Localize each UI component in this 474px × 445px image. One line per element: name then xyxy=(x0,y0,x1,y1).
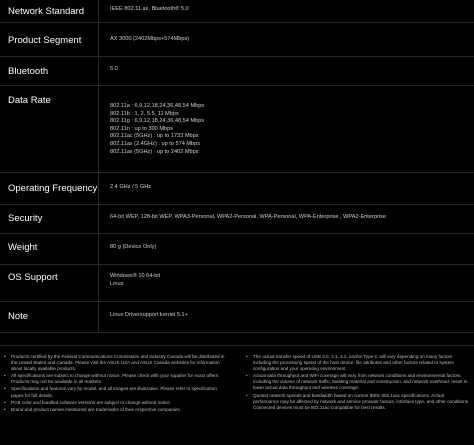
spec-value-line: 5.0 xyxy=(110,66,118,72)
spec-label: Network Standard xyxy=(8,6,85,17)
spec-value xyxy=(110,244,156,252)
spec-row-os-support xyxy=(0,265,474,302)
spec-value-line: 802.11n : up to 300 Mbps xyxy=(110,125,174,132)
disclaimer-note: • Actual data throughput and WiFi coverage will vary from network conditions and environmental factors, including the volume of network traffic, building material and construction, and network overhead, result in lower actual data throughput and wireless coverage. xyxy=(246,373,470,391)
spec-value-line: 802.11a : 6,9,12,18,24,36,48,54 Mbps xyxy=(110,103,205,109)
spec-row-note xyxy=(0,302,474,333)
spec-row-network-standard xyxy=(0,0,474,23)
spec-value xyxy=(110,273,160,288)
spec-value-line: AX 3000 (2402Mbps+574Mbps) xyxy=(110,36,190,42)
spec-value xyxy=(110,103,204,156)
spec-value xyxy=(110,214,386,222)
spec-label: Bluetooth xyxy=(8,66,49,77)
spec-row-bluetooth xyxy=(0,57,474,86)
spec-value-line: 802.11b : 1, 2, 5.5, 11 Mbps xyxy=(110,110,179,117)
spec-value xyxy=(110,66,118,74)
spec-value-line: 80 g (Device Only) xyxy=(110,244,157,250)
spec-value-line: IEEE 802.11 ax, Bluetooth® 5.0 xyxy=(110,6,189,12)
disclaimer-note: • All specifications are subject to change without notice. Please check with your supplier for exact offers. Products may not be available in all markets. xyxy=(4,373,228,385)
spec-label: Operating Frequency xyxy=(8,183,98,194)
spec-value-line: 802.11g : 6,9,12,18,24,36,48,54 Mbps xyxy=(110,118,205,125)
spec-value xyxy=(110,6,189,14)
disclaimer-note: • PCB color and bundled software versions are subject to change without notice. xyxy=(4,400,228,406)
spec-value-line: 802.11ax (5GHz) : up to 2402 Mbps xyxy=(110,148,199,155)
spec-label: Weight xyxy=(8,242,38,253)
spec-label: Note xyxy=(8,311,29,322)
disclaimer-note: • Quoted network speeds and bandwidth based on current IEEE 802.11ac specifications. Actual performance may be affected by network and service provider factors, interface type, and other conditions. Connected devices must be 802.11ac-compatible for best results. xyxy=(246,393,470,411)
spec-row-data-rate xyxy=(0,86,474,173)
spec-value-line: 802.11ac (5GHz) : up to 1733 Mbps xyxy=(110,133,199,140)
spec-value xyxy=(110,184,151,192)
spec-row-security xyxy=(0,205,474,234)
disclaimer-notes xyxy=(0,345,474,445)
disclaimer-note: • Brand and product names mentioned are trademarks of their respective companies. xyxy=(4,407,228,413)
spec-label: OS Support xyxy=(8,272,58,283)
spec-label: Data Rate xyxy=(8,95,51,106)
spec-value-line: Linux xyxy=(110,280,124,287)
disclaimer-column-left xyxy=(4,354,228,414)
spec-value-line: Linux Driversupport kernel 5.1+ xyxy=(110,312,188,318)
spec-value-line: 64-bit WEP, 128-bit WEP, WPA3-Personal, WPA2-Personal, WPA-Personal, WPA-Enterprise , WPA2-Enterprise xyxy=(110,214,386,220)
disclaimer-note: • Specifications and features vary by model, and all images are illustrative. Please refer to specification pages for full details. xyxy=(4,386,228,398)
spec-value-line: 802.11ax (2.4GHz) : up to 574 Mbps xyxy=(110,140,201,147)
spec-row-product-segment xyxy=(0,23,474,57)
spec-label: Security xyxy=(8,213,43,224)
disclaimer-note: • Products certified by the Federal Communications Commission and Industry Canada will be distributed in the United States and Canada. Please visit the ASUS USA and ASUS Canada websites for information about locally available products. xyxy=(4,354,228,372)
spec-label: Product Segment xyxy=(8,35,82,46)
spec-value xyxy=(110,36,189,44)
spec-value-line: 2.4 GHz / 5 GHz xyxy=(110,184,152,190)
spec-row-operating-frequency xyxy=(0,173,474,205)
spec-row-weight xyxy=(0,234,474,265)
spec-value-line: Windows® 10 64-bit xyxy=(110,273,161,279)
disclaimer-column-right xyxy=(246,354,470,412)
disclaimer-note: • The actual transfer speed of USB 3.0, 3.1, 3.2, and/or Type-C will vary depending on many factors including the processing speed of the host device, file attributes and other factors related to system configuration and your operating environment. xyxy=(246,354,470,372)
spec-value xyxy=(110,312,188,320)
